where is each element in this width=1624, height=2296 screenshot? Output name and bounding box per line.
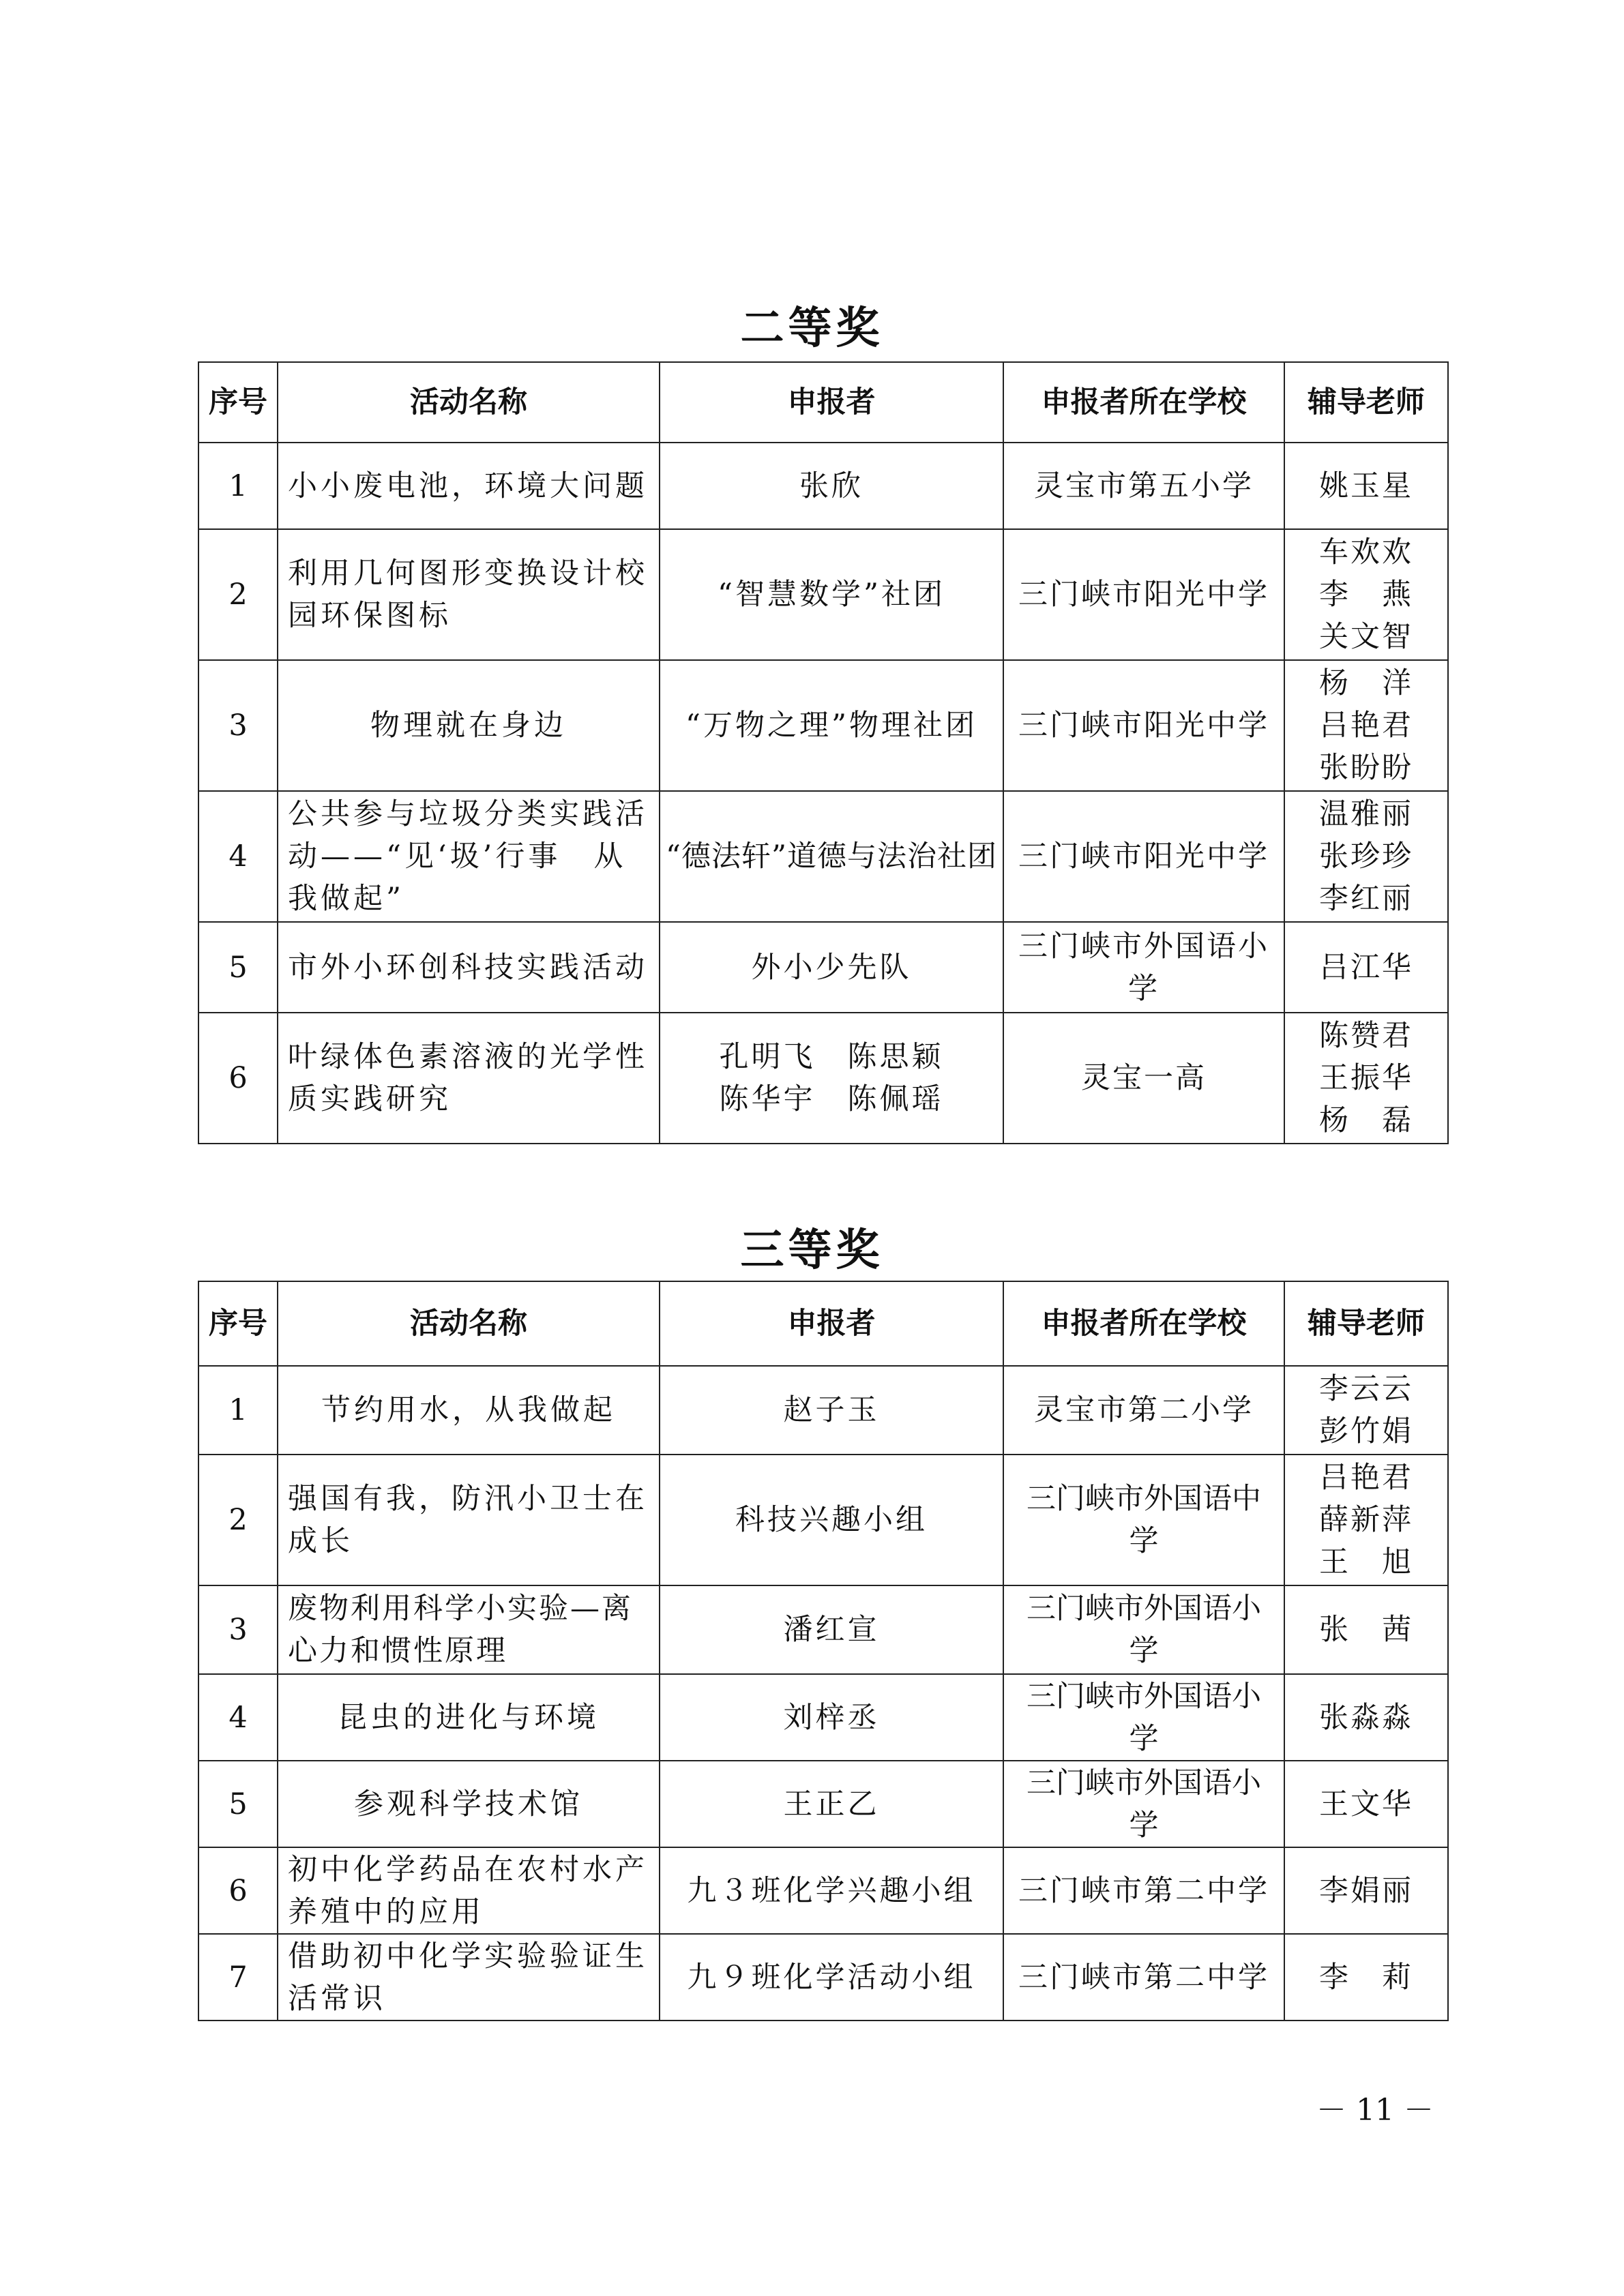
teacher-name: 张盼盼 bbox=[1319, 751, 1413, 785]
applicant-line: 孔明飞 陈思颖 bbox=[719, 1040, 944, 1074]
row-number: 5 bbox=[198, 922, 278, 1013]
teacher-name: 李红丽 bbox=[1319, 882, 1413, 916]
activity-name: 物理就在身边 bbox=[278, 660, 660, 791]
activity-name: 公共参与垃圾分类实践活动——“见‘圾’行事 从我做起” bbox=[278, 791, 660, 922]
table-row bbox=[198, 1934, 1448, 2021]
header-teacher: 辅导老师 bbox=[1284, 362, 1448, 443]
applicant bbox=[660, 443, 1003, 529]
teachers bbox=[1284, 1366, 1448, 1455]
activity-name: 参观科学技术馆 bbox=[278, 1761, 660, 1847]
row-number: 5 bbox=[198, 1761, 278, 1847]
teachers bbox=[1284, 1013, 1448, 1144]
applicant-line: 张欣 bbox=[799, 468, 863, 503]
teacher-name: 李娟丽 bbox=[1319, 1873, 1413, 1908]
school: 灵宝市第二小学 bbox=[1003, 1366, 1284, 1455]
row-number: 1 bbox=[198, 443, 278, 529]
school: 三门峡市第二中学 bbox=[1003, 1934, 1284, 2021]
teacher-name: 车欢欢 bbox=[1319, 535, 1413, 569]
table-row bbox=[198, 1674, 1448, 1761]
teacher-name: 吕艳君 bbox=[1319, 1461, 1413, 1495]
school: 灵宝市第五小学 bbox=[1003, 443, 1284, 529]
applicant-line: 刘梓丞 bbox=[783, 1700, 880, 1735]
table-row bbox=[198, 1847, 1448, 1934]
header-school: 申报者所在学校 bbox=[1003, 1281, 1284, 1366]
header-applicant: 申报者 bbox=[660, 1281, 1003, 1366]
teachers bbox=[1284, 1761, 1448, 1847]
teacher-name: 薛新萍 bbox=[1319, 1503, 1413, 1537]
applicant-line: “智慧数学”社团 bbox=[718, 578, 945, 612]
row-number: 2 bbox=[198, 1455, 278, 1585]
teacher-name: 王文华 bbox=[1319, 1787, 1413, 1821]
row-number: 3 bbox=[198, 660, 278, 791]
row-number: 7 bbox=[198, 1934, 278, 2021]
applicant bbox=[660, 1847, 1003, 1934]
school: 三门峡市外国语小学 bbox=[1003, 922, 1284, 1013]
school: 三门峡市第二中学 bbox=[1003, 1847, 1284, 1934]
activity-name: 利用几何图形变换设计校园环保图标 bbox=[278, 529, 660, 660]
header-activity: 活动名称 bbox=[278, 1281, 660, 1366]
applicant bbox=[660, 922, 1003, 1013]
applicant bbox=[660, 1366, 1003, 1455]
activity-name: 小小废电池，环境大问题 bbox=[278, 443, 660, 529]
teacher-name: 关文智 bbox=[1319, 620, 1413, 654]
applicant-line: 外小少先队 bbox=[751, 950, 912, 985]
page-number: － 11 － bbox=[1316, 2093, 1434, 2128]
applicant-line: “德法轩”道德与法治社团 bbox=[666, 839, 997, 874]
applicant bbox=[660, 791, 1003, 922]
applicant-line: 潘红宣 bbox=[783, 1613, 880, 1647]
teacher-name: 陈赞君 bbox=[1319, 1019, 1413, 1053]
school: 三门峡市阳光中学 bbox=[1003, 529, 1284, 660]
row-number: 2 bbox=[198, 529, 278, 660]
teacher-name: 李 莉 bbox=[1319, 1960, 1413, 1995]
applicant bbox=[660, 1585, 1003, 1674]
teacher-name: 王 旭 bbox=[1319, 1545, 1413, 1579]
teacher-name: 吕江华 bbox=[1319, 950, 1413, 985]
table-row bbox=[198, 529, 1448, 660]
teacher-name: 彭竹娟 bbox=[1319, 1414, 1413, 1448]
activity-name: 叶绿体色素溶液的光学性质实践研究 bbox=[278, 1013, 660, 1144]
activity-name: 借助初中化学实验验证生活常识 bbox=[278, 1934, 660, 2021]
applicant bbox=[660, 529, 1003, 660]
school: 三门峡市阳光中学 bbox=[1003, 660, 1284, 791]
applicant bbox=[660, 1934, 1003, 2021]
header-number: 序号 bbox=[198, 1281, 278, 1366]
teacher-name: 张珍珍 bbox=[1319, 839, 1413, 874]
applicant bbox=[660, 1761, 1003, 1847]
third-prize-table bbox=[198, 1281, 1449, 2021]
teachers bbox=[1284, 1585, 1448, 1674]
second-prize-table bbox=[198, 361, 1449, 1144]
school: 三门峡市外国语小学 bbox=[1003, 1585, 1284, 1674]
teacher-name: 李 燕 bbox=[1319, 578, 1413, 612]
row-number: 6 bbox=[198, 1847, 278, 1934]
teachers bbox=[1284, 529, 1448, 660]
teachers bbox=[1284, 443, 1448, 529]
teacher-name: 王振华 bbox=[1319, 1061, 1413, 1095]
teacher-name: 温雅丽 bbox=[1319, 797, 1413, 831]
activity-name: 节约用水，从我做起 bbox=[278, 1366, 660, 1455]
header-number: 序号 bbox=[198, 362, 278, 443]
teachers bbox=[1284, 922, 1448, 1013]
teacher-name: 杨 磊 bbox=[1319, 1103, 1413, 1137]
header-row bbox=[198, 362, 1448, 443]
applicant-line: 九３班化学兴趣小组 bbox=[687, 1873, 976, 1908]
row-number: 4 bbox=[198, 1674, 278, 1761]
applicant-line: 赵子玉 bbox=[783, 1393, 880, 1427]
teachers bbox=[1284, 1934, 1448, 2021]
header-activity: 活动名称 bbox=[278, 362, 660, 443]
school: 三门峡市外国语小学 bbox=[1003, 1674, 1284, 1761]
teachers bbox=[1284, 1455, 1448, 1585]
teacher-name: 吕艳君 bbox=[1319, 709, 1413, 743]
school: 灵宝一高 bbox=[1003, 1013, 1284, 1144]
third-prize-title: 三等奖 bbox=[740, 1225, 884, 1276]
table-row bbox=[198, 1013, 1448, 1144]
teacher-name: 姚玉星 bbox=[1319, 468, 1413, 503]
applicant-line: 九９班化学活动小组 bbox=[687, 1960, 976, 1995]
teachers bbox=[1284, 1674, 1448, 1761]
header-row bbox=[198, 1281, 1448, 1366]
table-row bbox=[198, 1455, 1448, 1585]
applicant bbox=[660, 660, 1003, 791]
teacher-name: 杨 洋 bbox=[1319, 666, 1413, 700]
row-number: 6 bbox=[198, 1013, 278, 1144]
table-row bbox=[198, 443, 1448, 529]
activity-name: 强国有我，防汛小卫士在成长 bbox=[278, 1455, 660, 1585]
applicant-line: 科技兴趣小组 bbox=[735, 1503, 928, 1537]
table-row bbox=[198, 922, 1448, 1013]
teachers bbox=[1284, 1847, 1448, 1934]
table-row bbox=[198, 1366, 1448, 1455]
table-row bbox=[198, 1761, 1448, 1847]
activity-name: 市外小环创科技实践活动 bbox=[278, 922, 660, 1013]
applicant bbox=[660, 1674, 1003, 1761]
activity-name: 废物利用科学小实验—离心力和惯性原理 bbox=[278, 1585, 660, 1674]
teachers bbox=[1284, 660, 1448, 791]
teachers bbox=[1284, 791, 1448, 922]
row-number: 4 bbox=[198, 791, 278, 922]
applicant-line: “万物之理”物理社团 bbox=[685, 709, 977, 743]
applicant bbox=[660, 1013, 1003, 1144]
table-row bbox=[198, 1585, 1448, 1674]
school: 三门峡市外国语小学 bbox=[1003, 1761, 1284, 1847]
header-applicant: 申报者 bbox=[660, 362, 1003, 443]
header-school: 申报者所在学校 bbox=[1003, 362, 1284, 443]
applicant-line: 陈华宇 陈佩瑶 bbox=[719, 1082, 944, 1116]
applicant bbox=[660, 1455, 1003, 1585]
row-number: 1 bbox=[198, 1366, 278, 1455]
school: 三门峡市阳光中学 bbox=[1003, 791, 1284, 922]
teacher-name: 李云云 bbox=[1319, 1372, 1413, 1406]
applicant-line: 王正乙 bbox=[783, 1787, 880, 1821]
activity-name: 初中化学药品在农村水产养殖中的应用 bbox=[278, 1847, 660, 1934]
table-row bbox=[198, 660, 1448, 791]
row-number: 3 bbox=[198, 1585, 278, 1674]
header-teacher: 辅导老师 bbox=[1284, 1281, 1448, 1366]
second-prize-title: 二等奖 bbox=[740, 303, 884, 354]
teacher-name: 张 茜 bbox=[1319, 1613, 1413, 1647]
teacher-name: 张淼淼 bbox=[1319, 1700, 1413, 1735]
table-row bbox=[198, 791, 1448, 922]
activity-name: 昆虫的进化与环境 bbox=[278, 1674, 660, 1761]
school: 三门峡市外国语中学 bbox=[1003, 1455, 1284, 1585]
